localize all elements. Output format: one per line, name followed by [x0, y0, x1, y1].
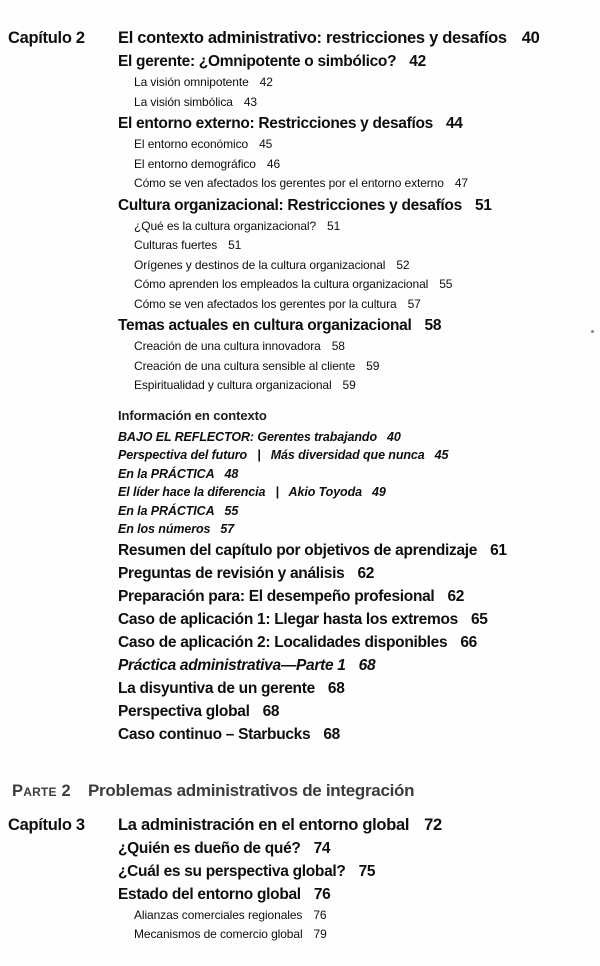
entry-text: En la PRÁCTICA	[118, 466, 215, 481]
entry-page-number: 66	[460, 633, 477, 651]
entry-page-number: 79	[313, 927, 327, 941]
toc-section-entry	[118, 631, 590, 654]
chapter-title-text: El contexto administrativo: restricciones y desafíos	[118, 29, 507, 47]
chapter-block	[8, 27, 590, 746]
toc-section-entry-italic	[118, 654, 590, 677]
entry-page-number: 51	[474, 196, 492, 214]
print-speck	[591, 330, 594, 333]
entry-page-number: 42	[259, 75, 273, 89]
chapter-block	[8, 814, 590, 945]
entry-page-number: 61	[490, 541, 507, 559]
entry-text: Práctica administrativa—Parte 1	[118, 656, 346, 674]
entry-text: Cultura organizacional: Restricciones y desafíos	[118, 196, 462, 214]
toc-section-entry	[118, 539, 590, 562]
entry-text: El entorno externo: Restricciones y desafíos	[118, 115, 433, 132]
toc-subentry	[118, 155, 590, 175]
entry-text: ¿Cuál es su perspectiva global?	[118, 862, 346, 880]
entry-text: Resumen del capítulo por objetivos de aprendizaje	[118, 541, 478, 559]
entry-text: Cómo aprenden los empleados la cultura organizacional	[134, 277, 429, 291]
toc-subentry	[118, 906, 590, 926]
toc-subentry	[118, 217, 590, 237]
entry-page-number: 68	[323, 725, 340, 743]
chapter-label: Capítulo 3	[8, 815, 85, 834]
toc-feature-heading	[118, 408, 590, 423]
entry-page-number: 51	[327, 218, 341, 233]
entry-page-number: 58	[331, 339, 345, 353]
entry-page-number: 59	[342, 378, 356, 392]
entry-page-number: 57	[220, 522, 235, 536]
entry-page-number: 57	[407, 296, 421, 311]
entry-page-number: 49	[371, 485, 386, 499]
toc-section-entry	[118, 860, 590, 883]
entry-page-number: 62	[447, 587, 465, 605]
entry-page-number: 68	[262, 702, 280, 720]
entry-text: El gerente: ¿Omnipotente o simbólico?	[118, 53, 397, 70]
entry-text: Estado del entorno global	[118, 885, 301, 903]
toc-section-entry	[118, 883, 590, 906]
entry-page-number: 74	[313, 839, 331, 857]
entry-text: Cómo se ven afectados los gerentes por el entorno externo	[134, 176, 444, 190]
part-title: Problemas administrativos de integración	[88, 780, 415, 800]
entry-page-number: 46	[266, 156, 281, 171]
entry-text: Creación de una cultura innovadora	[134, 339, 321, 353]
entry-page-number: 76	[313, 885, 331, 903]
chapter-title	[118, 27, 590, 49]
toc-feature-entry	[118, 520, 590, 539]
toc-subentry	[118, 337, 590, 357]
toc-subentry	[118, 925, 590, 945]
entry-page-number: 40	[386, 429, 401, 444]
entry-text: El entorno demográfico	[134, 156, 256, 171]
entry-text: ¿Quién es dueño de qué?	[118, 839, 301, 857]
toc-section-entry	[118, 585, 590, 608]
toc-subentry	[118, 174, 590, 194]
toc-subentry	[118, 357, 590, 377]
entry-page-number: 62	[357, 564, 375, 582]
toc-feature-entry	[118, 446, 590, 465]
toc-subentry	[118, 295, 590, 315]
entry-page-number: 51	[228, 238, 242, 252]
entry-text: Preparación para: El desempeño profesional	[118, 587, 435, 605]
entry-text: Temas actuales en cultura organizacional	[118, 317, 412, 334]
table-of-contents	[8, 27, 590, 945]
entry-text: La visión omnipotente	[134, 75, 249, 89]
entry-text: Caso de aplicación 1: Llegar hasta los extremos	[118, 610, 458, 628]
entry-page-number: 43	[243, 94, 257, 109]
entry-page-number: 45	[259, 137, 273, 151]
entry-page-number: 76	[313, 907, 327, 922]
entry-text: Preguntas de revisión y análisis	[118, 564, 345, 582]
entry-text: Espiritualidad y cultura organizacional	[134, 378, 332, 392]
toc-section-entry	[118, 50, 590, 73]
chapter-title-text: La administración en el entorno global	[118, 815, 410, 834]
part-heading	[12, 781, 590, 801]
toc-subentry	[118, 236, 590, 256]
entry-text: Mecanismos de comercio global	[134, 927, 303, 941]
chapter-page-number: 40	[521, 29, 540, 47]
entry-text: El entorno económico	[134, 137, 249, 151]
entry-text: Perspectiva global	[118, 702, 250, 720]
entry-text: Orígenes y destinos de la cultura organizacional	[134, 257, 386, 272]
entry-page-number: 48	[224, 466, 239, 481]
toc-feature-entry	[118, 502, 590, 521]
entry-text: Cómo se ven afectados los gerentes por la cultura	[134, 296, 397, 311]
entry-text: Información en contexto	[118, 407, 267, 423]
part-label: Parte 2	[12, 781, 71, 800]
toc-section-entry	[118, 608, 590, 631]
entry-text: En los números	[118, 522, 211, 536]
entry-page-number: 55	[224, 503, 239, 518]
toc-feature-entry	[118, 483, 590, 502]
toc-subentry	[118, 73, 590, 93]
toc-section-entry	[118, 562, 590, 585]
toc-section-entry	[118, 837, 590, 860]
toc-section-entry	[118, 314, 590, 337]
entry-page-number: 65	[470, 610, 488, 628]
entry-text: El líder hace la diferencia | Akio Toyoda	[118, 485, 362, 499]
entry-page-number: 45	[434, 448, 449, 462]
entry-text: ¿Qué es la cultura organizacional?	[134, 218, 317, 233]
chapter-body	[118, 27, 590, 746]
entry-page-number: 55	[439, 277, 453, 291]
entry-text: La visión simbólica	[134, 94, 233, 109]
toc-subentry	[118, 275, 590, 295]
entry-page-number: 47	[454, 176, 468, 190]
toc-section-entry	[118, 677, 590, 700]
toc-subentry	[118, 376, 590, 396]
entry-text: BAJO EL REFLECTOR: Gerentes trabajando	[118, 429, 377, 444]
entry-page-number: 75	[358, 862, 376, 880]
entry-text: Creación de una cultura sensible al cliente	[134, 358, 356, 373]
entry-page-number: 68	[358, 656, 376, 674]
entry-page-number: 44	[445, 115, 463, 132]
toc-feature-entry	[118, 428, 590, 447]
toc-section-entry	[118, 112, 590, 135]
chapter-title	[118, 814, 590, 836]
toc-section-entry	[118, 700, 590, 723]
entry-text: La disyuntiva de un gerente	[118, 679, 315, 697]
entry-page-number: 59	[366, 358, 380, 373]
entry-page-number: 42	[409, 53, 426, 70]
toc-feature-entry	[118, 465, 590, 484]
toc-subentry	[118, 93, 590, 113]
chapter-page-number: 72	[424, 815, 442, 834]
entry-text: Alianzas comerciales regionales	[134, 907, 303, 922]
chapter-label: Capítulo 2	[8, 29, 85, 47]
entry-text: Caso continuo – Starbucks	[118, 725, 311, 743]
entry-text: Caso de aplicación 2: Localidades disponibles	[118, 633, 448, 651]
toc-section-entry	[118, 723, 590, 746]
entry-page-number: 52	[396, 257, 410, 272]
entry-text: Perspectiva del futuro | Más diversidad que nunca	[118, 448, 425, 462]
toc-subentry	[118, 256, 590, 276]
toc-section-entry	[118, 194, 590, 217]
chapter-body	[118, 814, 590, 945]
toc-subentry	[118, 135, 590, 155]
entry-text: En la PRÁCTICA	[118, 503, 215, 518]
entry-page-number: 68	[327, 679, 345, 697]
entry-page-number: 58	[424, 317, 442, 334]
entry-text: Culturas fuertes	[134, 238, 218, 252]
